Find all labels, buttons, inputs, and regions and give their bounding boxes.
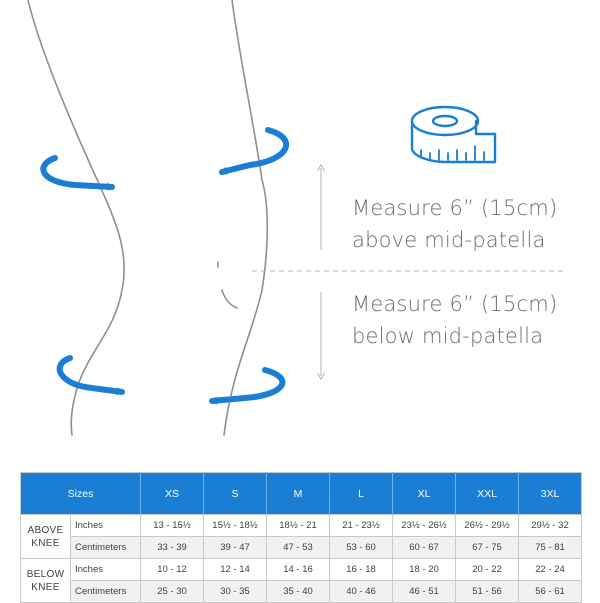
group-label-line2: KNEE [31, 537, 60, 549]
measuring-tape-icon [412, 107, 495, 162]
unit-label: Centimeters [71, 537, 141, 559]
table-cell: 46 - 51 [393, 581, 456, 603]
leg-left-contour [28, 0, 124, 435]
arrow-lower-left [60, 358, 122, 392]
below-instruction-line1: Measure 6” (15cm) [352, 292, 558, 316]
unit-label: Centimeters [71, 581, 141, 603]
size-header-l: L [330, 473, 393, 515]
size-header-s: S [204, 473, 267, 515]
group-label-line1: BELOW [26, 568, 65, 580]
table-cell: 25 - 30 [141, 581, 204, 603]
group-label-line1: ABOVE [27, 524, 64, 536]
below-knee-instruction [352, 288, 592, 352]
arrow-upper-right [222, 130, 286, 172]
unit-label: Inches [71, 515, 141, 537]
table-cell: 23½ - 26½ [393, 515, 456, 537]
patella-curve [222, 290, 237, 308]
table-cell: 35 - 40 [267, 581, 330, 603]
table-cell: 60 - 67 [393, 537, 456, 559]
group-label-above-knee [21, 515, 71, 559]
table-cell: 75 - 81 [519, 537, 582, 559]
table-cell: 10 - 12 [141, 559, 204, 581]
table-cell: 18 - 20 [393, 559, 456, 581]
table-row [21, 537, 582, 559]
table-cell: 30 - 35 [204, 581, 267, 603]
table-row [21, 559, 582, 581]
table-cell: 13 - 15½ [141, 515, 204, 537]
sizes-header: Sizes [21, 473, 141, 515]
leg-outline [28, 0, 267, 435]
below-instruction-line2: below mid-patella [352, 324, 544, 348]
table-cell: 14 - 16 [267, 559, 330, 581]
table-row [21, 515, 582, 537]
size-header-xs: XS [141, 473, 204, 515]
size-chart-table [20, 472, 582, 603]
table-cell: 22 - 24 [519, 559, 582, 581]
arrow-lower-right [212, 370, 282, 401]
table-cell: 56 - 61 [519, 581, 582, 603]
table-cell: 53 - 60 [330, 537, 393, 559]
size-header-3xl: 3XL [519, 473, 582, 515]
table-cell: 15½ - 18½ [204, 515, 267, 537]
size-header-xl: XL [393, 473, 456, 515]
table-row [21, 581, 582, 603]
group-label-line2: KNEE [31, 581, 60, 593]
size-header-m: M [267, 473, 330, 515]
table-cell: 40 - 46 [330, 581, 393, 603]
table-cell: 16 - 18 [330, 559, 393, 581]
size-header-row [21, 473, 582, 515]
rotate-arrow-icon [43, 130, 286, 401]
table-cell: 29½ - 32 [519, 515, 582, 537]
above-knee-instruction [352, 192, 592, 256]
group-label-below-knee [21, 559, 71, 603]
table-cell: 12 - 14 [204, 559, 267, 581]
arrow-upper-left [43, 158, 112, 187]
table-cell: 33 - 39 [141, 537, 204, 559]
table-cell: 26½ - 29½ [456, 515, 519, 537]
table-cell: 47 - 53 [267, 537, 330, 559]
table-cell: 20 - 22 [456, 559, 519, 581]
table-cell: 67 - 75 [456, 537, 519, 559]
unit-label: Inches [71, 559, 141, 581]
table-cell: 39 - 47 [204, 537, 267, 559]
leg-right-contour [224, 0, 267, 435]
table-cell: 21 - 23½ [330, 515, 393, 537]
table-cell: 18½ - 21 [267, 515, 330, 537]
table-cell: 51 - 56 [456, 581, 519, 603]
size-header-xxl: XXL [456, 473, 519, 515]
above-instruction-line1: Measure 6” (15cm) [352, 196, 558, 220]
above-instruction-line2: above mid-patella [352, 228, 546, 252]
